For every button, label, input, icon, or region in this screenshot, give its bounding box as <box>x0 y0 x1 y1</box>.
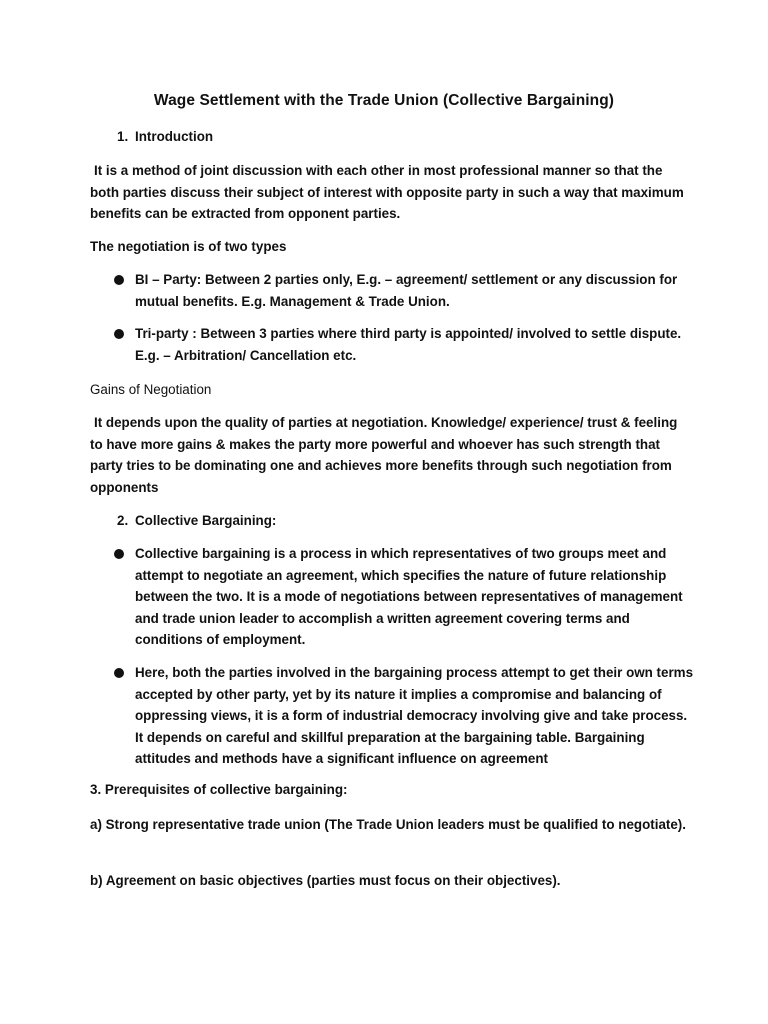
prerequisite-b: b) Agreement on basic objectives (parties must focus on their objectives). <box>90 873 561 888</box>
bullet-icon <box>114 549 124 559</box>
bullet-bi-party: BI – Party: Between 2 parties only, E.g. – agreement/ settlement or any discussion for mutual benefits. E.g. Management & Trade Union. <box>135 272 678 309</box>
section-1-title: Introduction <box>135 129 214 144</box>
bullet-bargaining-process: Here, both the parties involved in the bargaining process attempt to get their own terms accepted by other party, yet by its nature it implies a compromise and balancing of oppressing views, it is a form of industrial democracy involving give and take process. It depends on careful and skillful preparation at the bargaining table. Bargaining attitudes and methods have a significant influence on agreement <box>135 665 694 766</box>
negotiation-types-heading: The negotiation is of two types <box>90 239 287 254</box>
bullet-icon <box>114 329 124 339</box>
bullet-collective-bargaining-definition: Collective bargaining is a process in which representatives of two groups meet and attempt to negotiate an agreement, which specifies the nature of future relationship between the two. It is a mode of negotiations between representatives of management and trade union leader to accomplish a written agreement covering terms and conditions of employment. <box>135 546 683 647</box>
section-2-number: 2. <box>117 513 129 528</box>
section-2-title: Collective Bargaining: <box>135 513 277 528</box>
bullet-icon <box>114 668 124 678</box>
section-1-number: 1. <box>117 129 129 144</box>
prerequisite-a: a) Strong representative trade union (The Trade Union leaders must be qualified to negotiate). <box>90 817 686 832</box>
section-1-heading <box>117 126 317 148</box>
section-3-heading: 3. Prerequisites of collective bargaining: <box>90 782 348 797</box>
gains-paragraph: It depends upon the quality of parties at negotiation. Knowledge/ experience/ trust & feeling to have more gains & makes the party more powerful and whoever has such strength that party tries to be dominating one and achieves more benefits through such negotiation from opponents <box>90 415 678 495</box>
bullet-tri-party: Tri-party : Between 3 parties where third party is appointed/ involved to settle dispute. E.g. – Arbitration/ Cancellation etc. <box>135 326 682 363</box>
gains-heading: Gains of Negotiation <box>90 382 212 397</box>
bullet-icon <box>114 275 124 285</box>
document-title: Wage Settlement with the Trade Union (Collective Bargaining) <box>153 92 615 109</box>
section-2-heading <box>117 510 357 532</box>
introduction-paragraph: It is a method of joint discussion with each other in most professional manner so that the both parties discuss their subject of interest with opposite party in such a way that maximum benefits can be extracted from opponent parties. <box>90 163 684 221</box>
